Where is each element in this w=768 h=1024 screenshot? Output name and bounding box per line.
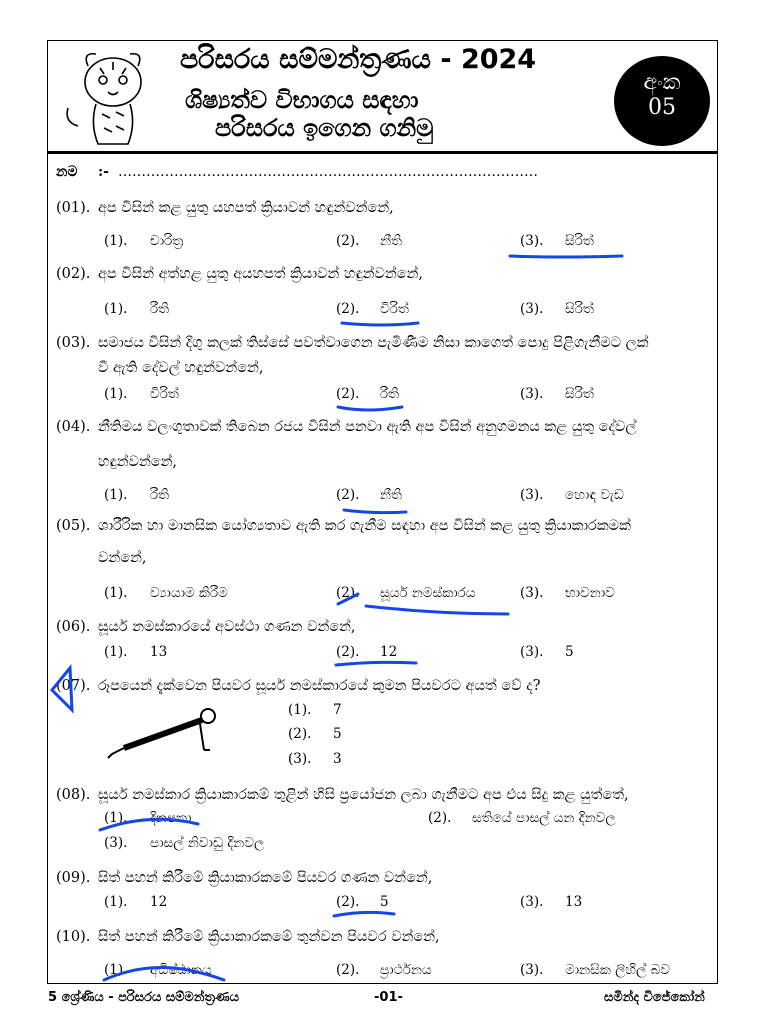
option-number: (3). <box>520 301 544 317</box>
option-number: (1). <box>104 301 128 317</box>
question-number: (06). <box>56 619 91 635</box>
question-text: අප විසින් කළ යුතු යහපත් ක්‍රියාවන් හඳුන්වන්නේ, <box>98 200 394 216</box>
option-text[interactable]: අධිෂ්ඨානය <box>150 962 212 978</box>
name-label: නම <box>56 164 78 180</box>
option-number: (2). <box>336 301 360 317</box>
option-number: (2). <box>288 726 312 742</box>
question-number: (09). <box>56 870 91 886</box>
option-text[interactable]: නීති <box>380 233 402 249</box>
option-text[interactable]: මානසික ලිහිල් බව <box>565 962 670 978</box>
option-number: (1). <box>104 487 128 503</box>
option-text[interactable]: නීති <box>380 487 402 503</box>
option-text[interactable]: 5 <box>333 726 342 742</box>
paper-number-badge <box>614 56 710 146</box>
option-text[interactable]: ප්‍රාර්ථනය <box>380 962 432 978</box>
option-text[interactable]: හොඳ වැඩ <box>565 487 624 503</box>
option-text[interactable]: සූර්ය නමස්කාරය <box>380 585 476 601</box>
option-text[interactable]: 5 <box>565 644 574 660</box>
page-number: -01- <box>374 990 403 1005</box>
question-number: (04). <box>56 419 91 435</box>
option-number: (2). <box>336 233 360 249</box>
option-text[interactable]: පාසල් නිවාඩු දිනවල <box>150 835 265 851</box>
question-text-cont: වන්නේ, <box>98 550 147 566</box>
question-text: සිත් පහන් කිරීමේ ක්‍රියාකාරකමේ පියවර ගණන වන්නේ, <box>98 870 433 886</box>
question-number: (03). <box>56 335 91 351</box>
option-number: (2). <box>336 585 360 601</box>
option-text[interactable]: 5 <box>380 894 389 910</box>
option-text[interactable]: භාවනාව <box>565 585 615 601</box>
option-text[interactable]: විරිත් <box>380 301 409 317</box>
option-number: (3). <box>288 751 312 767</box>
option-number: (3). <box>520 644 544 660</box>
option-number: (2). <box>336 386 360 402</box>
option-number: (2). <box>336 487 360 503</box>
question-text: සූර්ය නමස්කාරයේ අවස්ථා ගණන වන්නේ, <box>98 619 356 635</box>
header-divider <box>47 151 718 154</box>
question-text: රූපයෙන් දැක්වෙන පියවර සූර්ය නමස්කාරයේ කුමන පියවරට අයත් වේ ද? <box>98 678 541 694</box>
option-number: (1). <box>104 644 128 660</box>
question-text: සිත් පහන් කිරීමේ ක්‍රියාකාරකමේ තුන්වන පියවර වන්නේ, <box>98 929 440 945</box>
header-subtitle-1: ශිෂ්‍යත්ව විභාගය සඳහා <box>185 86 419 114</box>
option-number: (2). <box>336 644 360 660</box>
option-number: (1). <box>104 386 128 402</box>
question-text: සූර්ය නමස්කාර ක්‍රියාකාරකම් තුළින් හිසි ප්‍රයෝජන ලබා ගැනීමට අප එය සිදු කළ යුත්තේ, <box>98 787 629 803</box>
header-title: පරිසරය සම්මන්ත්‍රණය - 2024 <box>180 44 537 75</box>
option-text[interactable]: සිරිත් <box>565 301 594 317</box>
option-number: (3). <box>104 835 128 851</box>
header-subtitle-2: පරිසරය ඉගෙන ගනිමු <box>215 114 434 142</box>
question-text: ශාරීරික හා මානසික යෝග්‍යතාව ඇති කර ගැනීම සඳහා අප විසින් කළ යුතු ක්‍රියාකාරකමක් <box>98 518 631 534</box>
footer-left: 5 ශ්‍රේණිය - පරිසරය සම්මන්ත්‍රණය <box>48 990 239 1005</box>
option-text[interactable]: රීති <box>380 386 400 402</box>
tiger-logo <box>58 46 168 150</box>
name-field[interactable]: ……………………………………………………………………………… <box>118 164 538 180</box>
option-text[interactable]: සිරිත් <box>565 386 594 402</box>
option-text[interactable]: 13 <box>565 894 583 910</box>
option-text[interactable]: 13 <box>150 644 168 660</box>
option-number: (1). <box>104 962 128 978</box>
option-number: (3). <box>520 233 544 249</box>
plank-pose-figure <box>104 704 230 764</box>
option-text[interactable]: චාරිත්‍ර <box>150 233 184 249</box>
option-number: (2). <box>336 894 360 910</box>
option-text[interactable]: රීති <box>150 487 170 503</box>
question-text-cont: හඳුන්වන්නේ, <box>98 454 178 470</box>
option-number: (3). <box>520 962 544 978</box>
footer-author: සමින්ද විජේකෝන් <box>604 990 705 1005</box>
option-number: (3). <box>520 894 544 910</box>
option-number: (1). <box>104 585 128 601</box>
question-text-cont: වී ඇති දේවල් හඳුන්වන්නේ, <box>98 360 264 376</box>
question-text: සමාජය විසින් දිගු කලක් තිස්සේ පවත්වාගෙන පැමිණීම නිසා කාගෙත් පොදු පිළිගැනීමට ලක් <box>98 335 649 351</box>
option-number: (2). <box>428 810 452 826</box>
option-number: (3). <box>520 585 544 601</box>
question-number: (05). <box>56 518 91 534</box>
option-text[interactable]: සිරිත් <box>565 233 594 249</box>
option-text[interactable]: 12 <box>150 894 168 910</box>
question-number: (01). <box>56 200 91 216</box>
page-border <box>47 40 718 984</box>
option-number: (1). <box>104 810 128 826</box>
option-text[interactable]: ව්‍යායාම කිරීම <box>150 585 228 601</box>
option-text[interactable]: 12 <box>380 644 398 660</box>
name-separator: :- <box>98 164 109 180</box>
option-number: (3). <box>520 487 544 503</box>
question-number: (08). <box>56 787 91 803</box>
badge-number: 05 <box>648 95 676 120</box>
option-number: (1). <box>104 894 128 910</box>
option-text[interactable]: 3 <box>333 751 342 767</box>
question-number: (07). <box>56 678 91 694</box>
question-number: (02). <box>56 266 91 282</box>
question-text: අප විසින් අත්හළ යුතු අයහපත් ක්‍රියාවන් හඳුන්වන්නේ, <box>98 266 423 282</box>
badge-label: අංක <box>643 70 681 95</box>
option-text[interactable]: දිනපතා <box>150 810 192 826</box>
option-number: (2). <box>336 962 360 978</box>
option-text[interactable]: රීති <box>150 301 170 317</box>
option-number: (1). <box>288 702 312 718</box>
option-text[interactable]: 7 <box>333 702 342 718</box>
option-text[interactable]: විරිත් <box>150 386 179 402</box>
option-number: (1). <box>104 233 128 249</box>
question-text: නීතිමය වලංගුතාවක් තිබෙන රජය විසින් පනවා ඇති අප විසින් අනුගමනය කළ යුතු දේවල් <box>98 419 637 435</box>
option-number: (3). <box>520 386 544 402</box>
question-number: (10). <box>56 929 91 945</box>
option-text[interactable]: සතියේ පාසල් යන දිනවල <box>472 810 616 826</box>
